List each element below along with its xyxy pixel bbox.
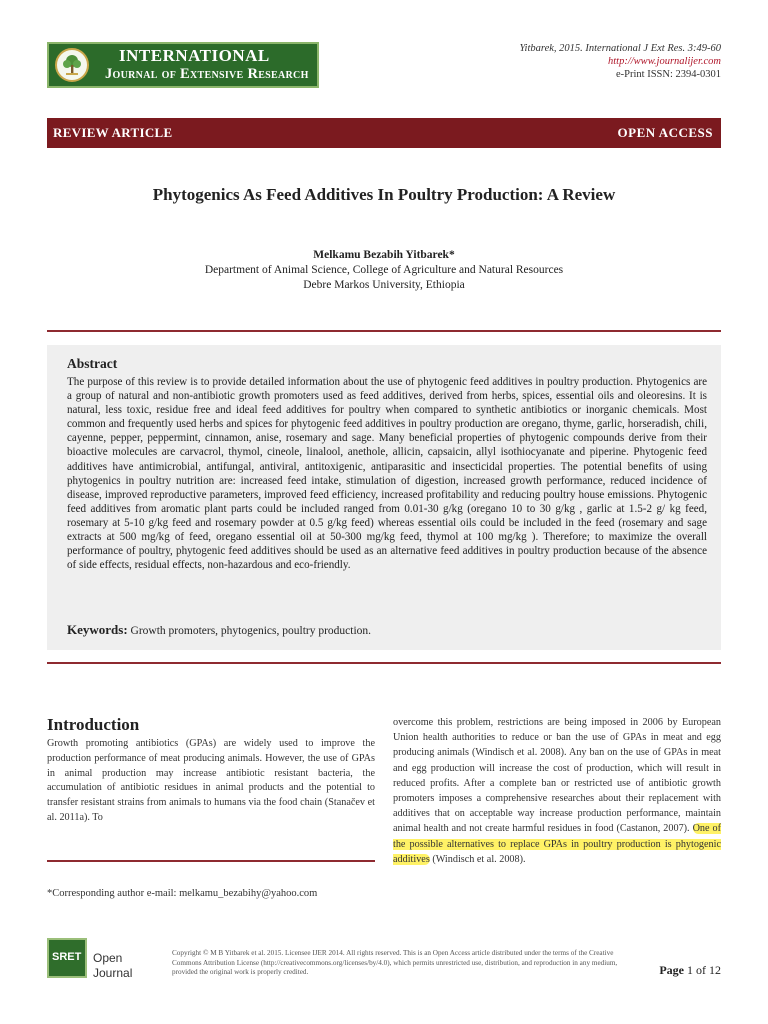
corresponding-author-footnote: *Corresponding author e-mail: melkamu_bezabihy@yahoo.com [47,888,318,899]
sret-logo-icon [47,938,87,978]
tree-emblem-icon [55,48,89,82]
journal-url-link[interactable]: http://www.journalijer.com [608,56,721,67]
page-total: 12 [709,963,721,977]
issn-text: e-Print ISSN: 2394-0301 [616,69,721,80]
introduction-right-column [393,715,721,867]
citation-text: Yitbarek, 2015. International J Ext Res. 3:49-60 [519,43,721,54]
divider-top [47,330,721,332]
article-type-banner [47,118,721,148]
page-label: Page [659,963,684,977]
right-column-text: overcome this problem, restrictions are being imposed in 2006 by European Union health authorities to reduce or ban the use of GPAs in meat and egg producing animals (Windisch et al. 2008). Any ban on the use of GPAs in meat and egg production will increase the cost of production, which will result in reduced profits. After a complete ban or restricted use of antibiotic growth promoters imposes a comprehensive researches about their replacement with additives that on acceptable way increase production performance, maintain animal health and not create harmful residues in food (Castanon, 2007). [393,717,721,835]
journal-name-line2: Journal of Extensive Research [105,66,309,82]
review-article-label: REVIEW ARTICLE [53,125,173,140]
citation-block [519,42,721,81]
abstract-section [47,345,721,650]
open-journal-label [93,951,132,981]
abstract-heading: Abstract [67,356,118,371]
footnote-divider [47,860,375,862]
highlighted-sentence: One of the possible alternatives to replace GPAs in poultry production is phytogenic additives [393,823,721,865]
author-name: Melkamu Bezabih Yitbarek* [313,249,455,261]
introduction-heading: Introduction [47,715,140,734]
page-current: 1 [687,963,693,977]
divider-bottom [47,662,721,664]
introduction-left-column: Growth promoting antibiotics (GPAs) are widely used to improve the production performance of meat producing animals. However, the use of GPAs in animal production may increase antibiotic resistant bacteria, the accumulation of antibiotic residues in animal products and the potential to transfer resistant strains from animals to humans via the food chain (Stanačev et al. 2011a). To [47,738,375,823]
affiliation-line-1: Department of Animal Science, College of Agriculture and Natural Resources [204,264,564,276]
open-access-label: OPEN ACCESS [617,125,713,140]
keywords-label: Keywords: [67,622,128,637]
page-of: of [696,963,706,977]
keywords-text: Growth promoters, phytogenics, poultry production. [130,625,372,637]
right-column-citation: (Windisch et al. 2008). [429,853,526,865]
copyright-notice: Copyright © M B Yitbarek et al. 2015. Licensee IJER 2014. All rights reserved. This is an Open Access article distributed under the terms of the Creative Commons Attribution License (http://creativecommons.org/licenses/by/4.0), which permits unrestricted use, distribution, and reproduction in any medium, provided the original work is properly credited. [172,949,618,977]
journal-logo [47,42,319,88]
affiliation-line-2: Debre Markos University, Ethiopia [303,279,465,291]
page-number [659,963,721,978]
open-journal-line1: Open [93,951,123,965]
open-journal-line2: Journal [93,966,133,980]
journal-name-line1: INTERNATIONAL [119,46,270,65]
sret-logo-text: SRET [52,951,82,963]
keywords-line [67,622,371,638]
abstract-text: The purpose of this review is to provide detailed information about the use of phytogenic feed additives in poultry production. Phytogenics are a group of natural and non-antibiotic growth promoters used as feed additives, derived from herbs, spices, essential oils and oleoresins. It is natural, less toxic, residue free and ideal feed additives for poultry when compared to synthetic antibiotics or inorganic chemicals. Most common and frequently used herbs and spices for phytogenic feed additives in poultry production are oregano, thyme, garlic, horseradish, chili, cayenne, pepper, peppermint, cinnamon, anise, rosemary and sage. Many beneficial properties of phytogenic compounds derive from their bioactive molecules are carvacrol, thymol, cineole, linalool, anethole, allicin, capsaicin, allyl isothiocyanate and piperine. Phytogenic feed additives have antimicrobial, antifungal, antiviral, antitoxigenic, antiparasitic and insecticidal properties. The potential benefits of using phytogenics in poultry nutrition are: increased feed intake, stimulation of digestion, increased growth performance, reduced incidence of disease, improved reproductive parameters, improved feed efficiency, increased profitability and reducing poultry house emissions. Phytogenic feed additives from aromatic plant parts could be included ranged from 0.01-30 g/kg (oregano 10 to 30 g/kg , garlic at 1.5-2 g/ kg feed, rosemary at 5-10 g/kg feed and rosemary powder at 0.5 g/kg feed) whereas essential oils could be included in the feed (rosemary and sage extracts at 500 mg/kg of feed, oregano essential oil at 50-300 mg/kg feed, thymol at 100 mg/kg ). Therefore; to maximize the overall performance of poultry, phytogenic feed additives should be used as an alternative feed additives in poultry production because of the absence of side effects, residual effects, non-hazardous and eco-friendly. [67,376,707,572]
paper-title: Phytogenics As Feed Additives In Poultry Production: A Review [152,185,616,204]
